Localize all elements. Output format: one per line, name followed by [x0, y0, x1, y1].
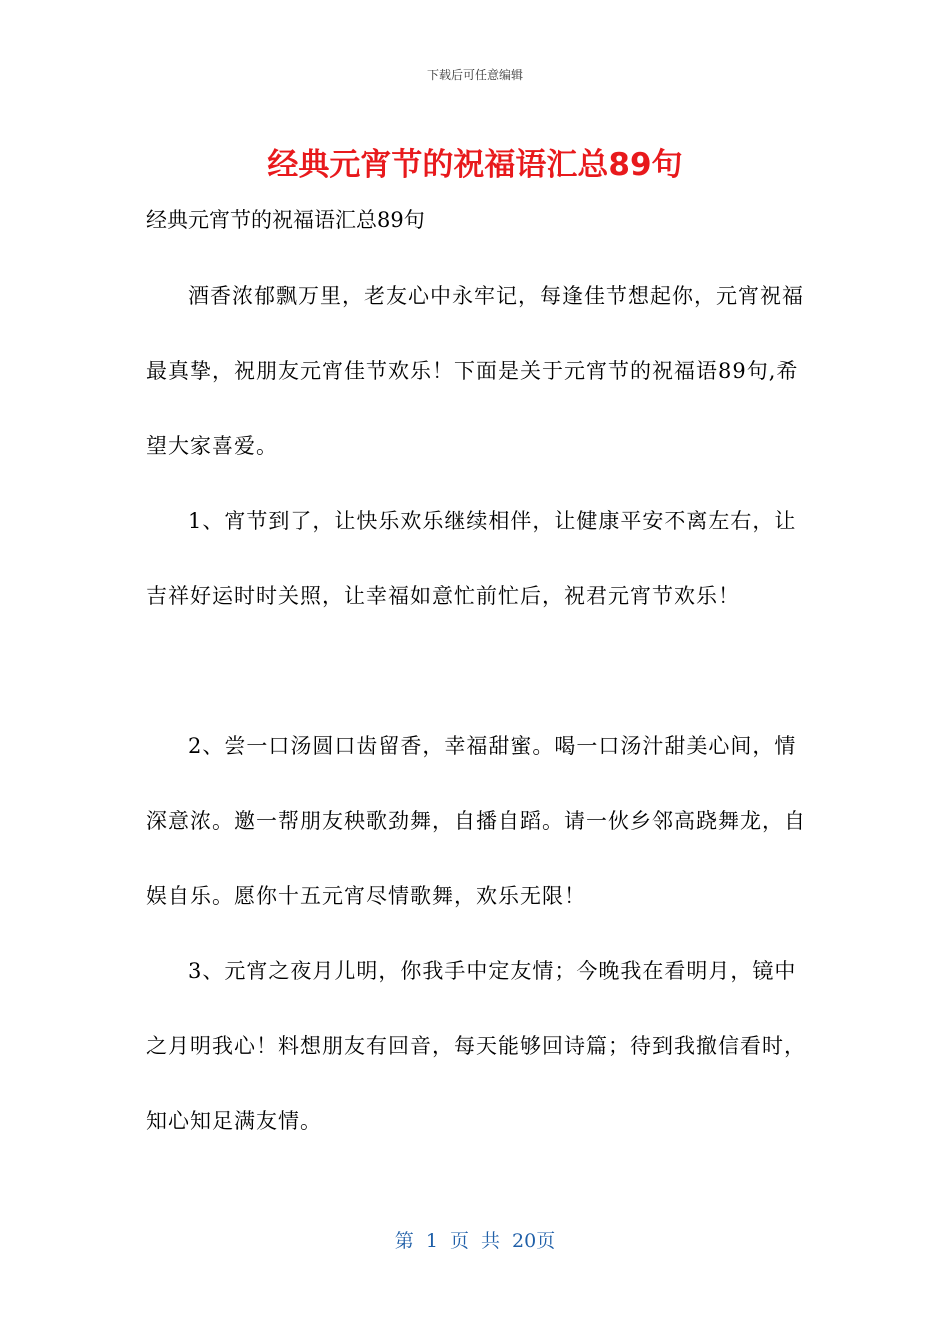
document-title: 经典元宵节的祝福语汇总89句	[267, 147, 683, 183]
greeting-item-3: 3、元宵之夜月儿明，你我手中定友情；今晚我在看明月，镜中之月明我心！料想朋友有回音，每天能够回诗篇；待到我撤信看时，知心知足满友情。	[146, 959, 806, 1133]
intro-paragraph: 酒香浓郁飘万里，老友心中永牢记，每逢佳节想起你，元宵祝福最真挚，祝朋友元宵佳节欢乐！下面是关于元宵节的祝福语89句,希望大家喜爱。	[146, 284, 804, 458]
greeting-item-1: 1、宵节到了，让快乐欢乐继续相伴，让健康平安不离左右，让吉祥好运时时关照，让幸福如意忙前忙后，祝君元宵节欢乐！	[146, 509, 797, 608]
header-note: 下载后可任意编辑	[426, 68, 523, 82]
document-subtitle: 经典元宵节的祝福语汇总89句	[146, 208, 425, 232]
page-footer-pagination: 第 1 页 共 20页	[394, 1230, 556, 1252]
greeting-item-2: 2、尝一口汤圆口齿留香，幸福甜蜜。喝一口汤汁甜美心间，情深意浓。邀一帮朋友秧歌劲舞，自播自蹈。请一伙乡邻高跷舞龙，自娱自乐。愿你十五元宵尽情歌舞，欢乐无限！	[146, 734, 806, 908]
